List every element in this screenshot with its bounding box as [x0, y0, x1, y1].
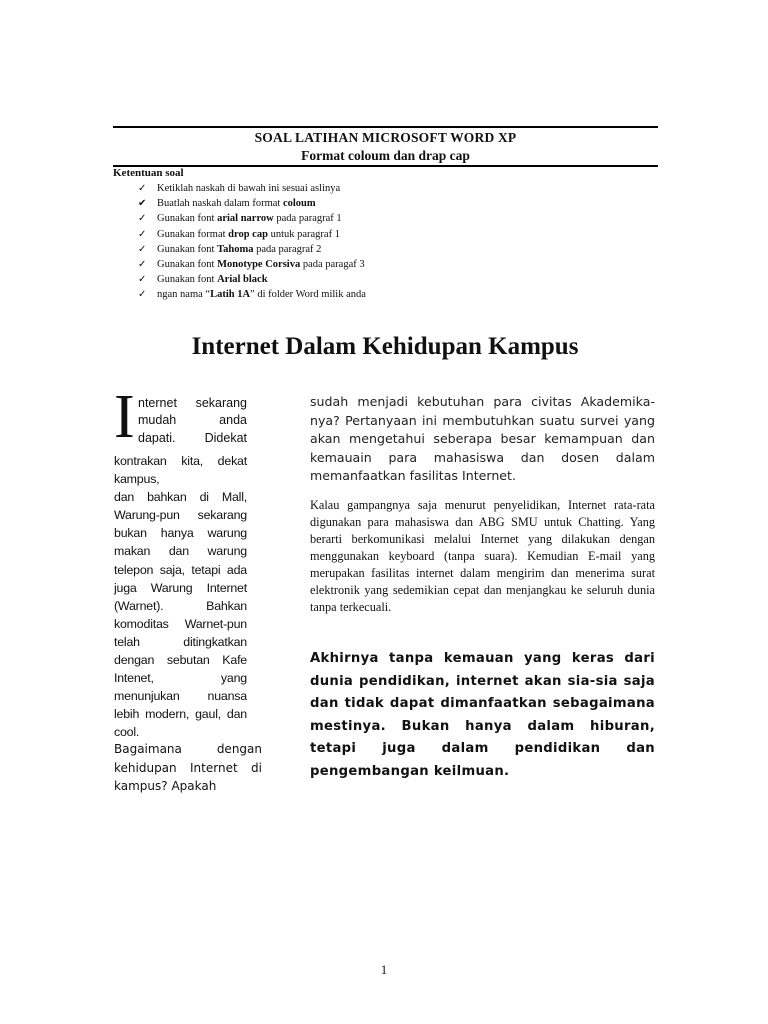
- drop-cap-letter: I: [114, 383, 135, 451]
- check-icon: ✓: [138, 259, 147, 271]
- paragraph-1b-text: dan bahkan di Mall, Warung-pun sekarang bukan hanya warung makan dan warung telepon saja, tetapi ada juga Warung Internet (Warnet). Bahkan komoditas Warnet-pun telah ditingkatkan dengan sebutan Kafe Intenet, yang menunjukan nuansa lebih modern, gaul, dan cool.: [114, 490, 247, 740]
- dropcap-line: nternet sekarang: [138, 396, 247, 410]
- list-item: ✔ Buatlah naskah dalam format coloum: [138, 196, 366, 211]
- paragraph-4: Akhirnya tanpa kemauan yang keras dari dunia pendidikan, internet akan sia-sia saja dan tidak dapat dimanfaatkan sebagaimana mestinya. Bukan hanya dalam hiburan, tetapi juga dalam pendidikan dan pengembangan keilmuan.: [310, 651, 655, 779]
- check-icon: ✓: [138, 213, 147, 225]
- list-item: ✓ Gunakan format drop cap untuk paragraf 1: [138, 227, 366, 242]
- page-number: 1: [380, 962, 388, 977]
- check-icon: ✓: [138, 228, 147, 240]
- check-icon: ✓: [138, 274, 147, 286]
- check-icon: ✔: [138, 198, 147, 210]
- top-rule: [113, 126, 658, 128]
- paragraph-2-start: Bagaimana dengan kehidupan Internet di kampus? Apakah: [114, 742, 262, 793]
- bottom-rule: [113, 165, 658, 167]
- paragraph-2-continued: sudah menjadi kebutuhan para civitas Akademika-nya? Pertanyaan ini membutuhkan suatu survei yang akan mengetahui seberapa besar kemampuan dan kemauain para mahasiswa dan dosen dalam memanfaatkan fasilitas Internet.: [310, 394, 655, 484]
- document-title: SOAL LATIHAN MICROSOFT WORD XP: [254, 130, 517, 145]
- list-item: ✓ Gunakan font arial narrow pada paragraf 1: [138, 211, 366, 226]
- list-item: ✓ Gunakan font Tahoma pada paragraf 2: [138, 242, 366, 257]
- check-icon: ✓: [138, 183, 147, 194]
- document-subtitle: Format coloum dan drap cap: [301, 148, 470, 163]
- paragraph-1-text: kontrakan kita, dekat kampus,: [114, 454, 247, 487]
- paragraph-3: Kalau gampangnya saja menurut penyelidikan, Internet rata-rata digunakan para mahasiswa dan ABG SMU untuk Chatting. Yang berarti berkomunikasi melalui Internet yang dilakukan dengan menggunakan keyboard (tanpa suara). Kemudian E-mail yang merupakan fasilitas internet dalam mengirim dan menerima surat elektronik yang sedemikian cepat dan menjangkau ke seluruh dunia tanpa terkecuali.: [310, 498, 655, 614]
- paragraph-1: [114, 452, 247, 742]
- list-item: ✓ Gunakan font Arial black: [138, 272, 366, 287]
- check-icon: ✓: [138, 243, 147, 255]
- dropcap-line: mudah anda: [138, 413, 247, 427]
- list-item: ✓ Ketiklah naskah di bawah ini sesuai aslinya: [138, 181, 366, 196]
- dropcap-line: dapati. Didekat: [138, 431, 247, 445]
- article-title: Internet Dalam Kehidupan Kampus: [191, 333, 579, 360]
- ketentuan-label: Ketentuan soal: [113, 167, 184, 179]
- list-item: ✓ Gunakan font Monotype Corsiva pada paragaf 3: [138, 257, 366, 272]
- ketentuan-list: [138, 181, 366, 303]
- list-item: ✓ ngan nama “Latih 1A” di folder Word milik anda: [138, 287, 366, 302]
- check-icon: ✓: [138, 289, 147, 301]
